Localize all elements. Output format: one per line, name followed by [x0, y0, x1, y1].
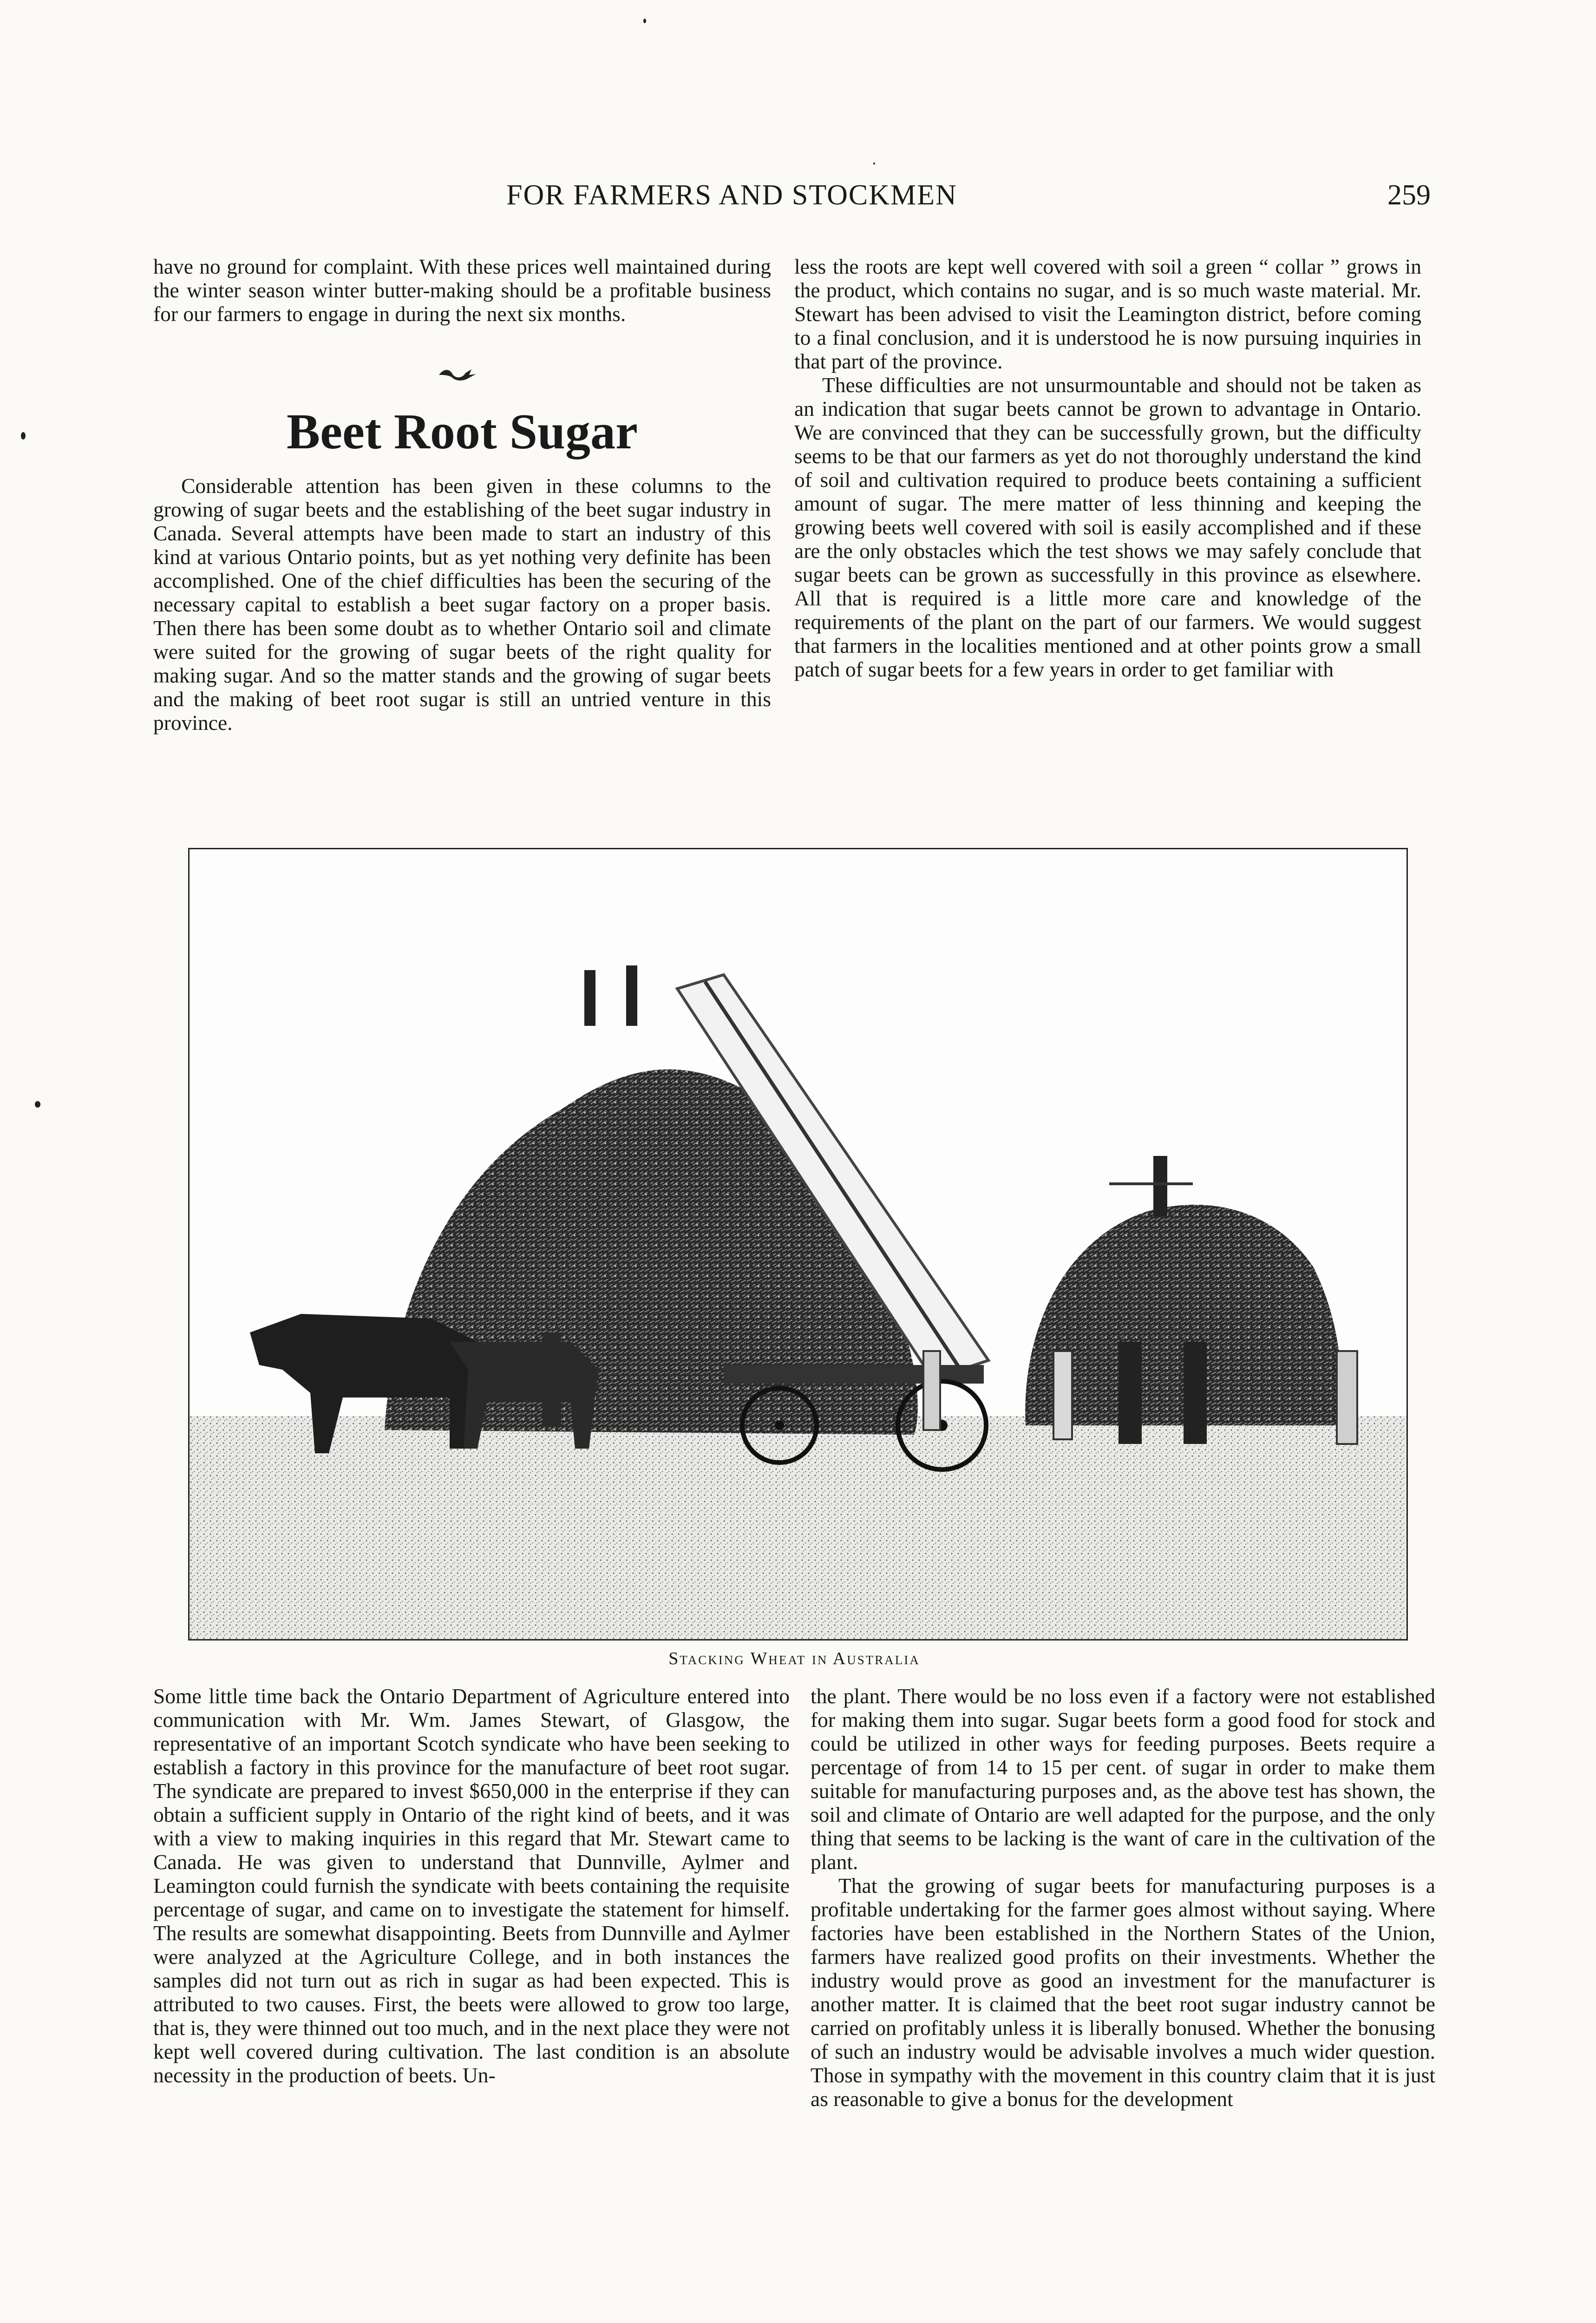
paragraph: less the roots are kept well covered with soil a green “ collar ” grows in the product, which contains no sugar, and is so much waste material. Mr. Stewart has been advised to visit the Leamington district, before coming to a final conclusion, and it is understood he is now pursuing inquiries in that part of the province. — [794, 255, 1421, 373]
wheat-stacking-photo — [190, 849, 1406, 1639]
paragraph: Considerable attention has been given in these columns to the growing of sugar beets and the establishing of the beet sugar industry in Canada. Several attempts have been made to start an industry of this kind at various Ontario points, but as yet nothing very definite has been accomplished. One of the chief difficulties has been the securing of the necessary capital to establish a beet sugar factory on a proper basis. Then there has been some doubt as to whether Ontario soil and climate were suited for the growing of sugar beets of the right quality for making sugar. And so the matter stands and the growing of sugar beets and the making of beet root sugar is still an untried venture in this province. — [153, 474, 771, 735]
ornament-icon — [437, 365, 478, 383]
print-speck — [21, 432, 26, 440]
print-speck — [643, 19, 646, 23]
article-column-right — [794, 255, 1421, 817]
headline: Beet Root Sugar — [287, 404, 638, 459]
page-header — [153, 179, 1431, 230]
paragraph: have no ground for complaint. With these prices well maintained during the winter season winter butter-making should be a profitable business for our farmers to engage in during the next six months. — [153, 255, 771, 326]
photograph — [188, 848, 1408, 1641]
article-column-top-left — [153, 255, 771, 326]
paragraph: That the growing of sugar beets for manufacturing purposes is a profitable undertaking for the farmer goes almost without saying. Where factories have been established in the Northern States of the Union, farmers have realized good profits on their investments. Whether the industry would prove as good an investment for the manufacturer is another matter. It is claimed that the beet root sugar industry cannot be carried on profitably unless it is liberally bonused. Whether the bonusing of such an industry would be advisable involves a much wider question. Those in sympathy with the movement in this country claim that it is just as reasonable to give a bonus for the development — [811, 1874, 1435, 2111]
photo-caption: Stacking Wheat in Australia — [668, 1649, 920, 1668]
article-column-left — [153, 474, 771, 735]
print-speck — [35, 1101, 40, 1108]
page-number: 259 — [1387, 179, 1431, 211]
running-title: FOR FARMERS AND STOCKMEN — [506, 179, 957, 211]
paragraph: the plant. There would be no loss even if a factory were not established for making them into sugar. Sugar beets form a good food for stock and could be utilized in other ways for feeding purposes. Beets require a percentage of from 14 to 15 per cent. of sugar in order to make them suitable for manufacturing purposes and, as the above test has shown, the soil and climate of Ontario are well adapted for the purpose, and the only thing that seems to be lacking is the want of care in the cultivation of the plant. — [811, 1684, 1435, 1874]
paragraph: These difficulties are not unsurmountable and should not be taken as an indication that sugar beets cannot be grown to advantage in Ontario. We are convinced that they can be successfully grown, but the difficulty seems to be that our farmers as yet do not thoroughly understand the kind of soil and cultivation required to produce beets containing a sufficient amount of sugar. The mere matter of less thinning and keeping the growing beets well covered with soil is easily accomplished and if these are the only obstacles which the test shows we may safely conclude that sugar beets can be grown as successfully in this province as elsewhere. All that is required is a little more care and knowledge of the requirements of the plant on the part of our farmers. We would suggest that farmers in the localities mentioned and at other points grow a small patch of sugar beets for a few years in order to get familiar with — [794, 373, 1421, 681]
paragraph: Some little time back the Ontario Department of Agriculture entered into communication with Mr. Wm. James Stewart, of Glasgow, the representative of an important Scotch syndicate who have been seeking to establish a factory in this province for the manufacture of beet root sugar. The syndicate are prepared to invest $650,000 in the enterprise if they can obtain a sufficient supply in Ontario of the right kind of beets, and it was with a view to making inquiries in this regard that Mr. Stewart came to Canada. He was given to understand that Dunnville, Aylmer and Leamington could furnish the syndicate with beets containing the requisite percentage of sugar, and came on to investigate the statement for himself. The results are somewhat disappointing. Beets from Dunnville and Aylmer were analyzed at the Agriculture College, and in both instances the samples did not turn out as rich in sugar as had been expected. This is attributed to two causes. First, the beets were allowed to grow too large, that is, they were thinned out too much, and in the next place they were not kept well covered during cultivation. The last condition is an absolute necessity in the production of beets. Un- — [153, 1684, 790, 2087]
print-speck — [873, 163, 875, 164]
article-column-bottom-left — [153, 1684, 790, 2087]
article-column-bottom-right — [811, 1684, 1435, 2111]
